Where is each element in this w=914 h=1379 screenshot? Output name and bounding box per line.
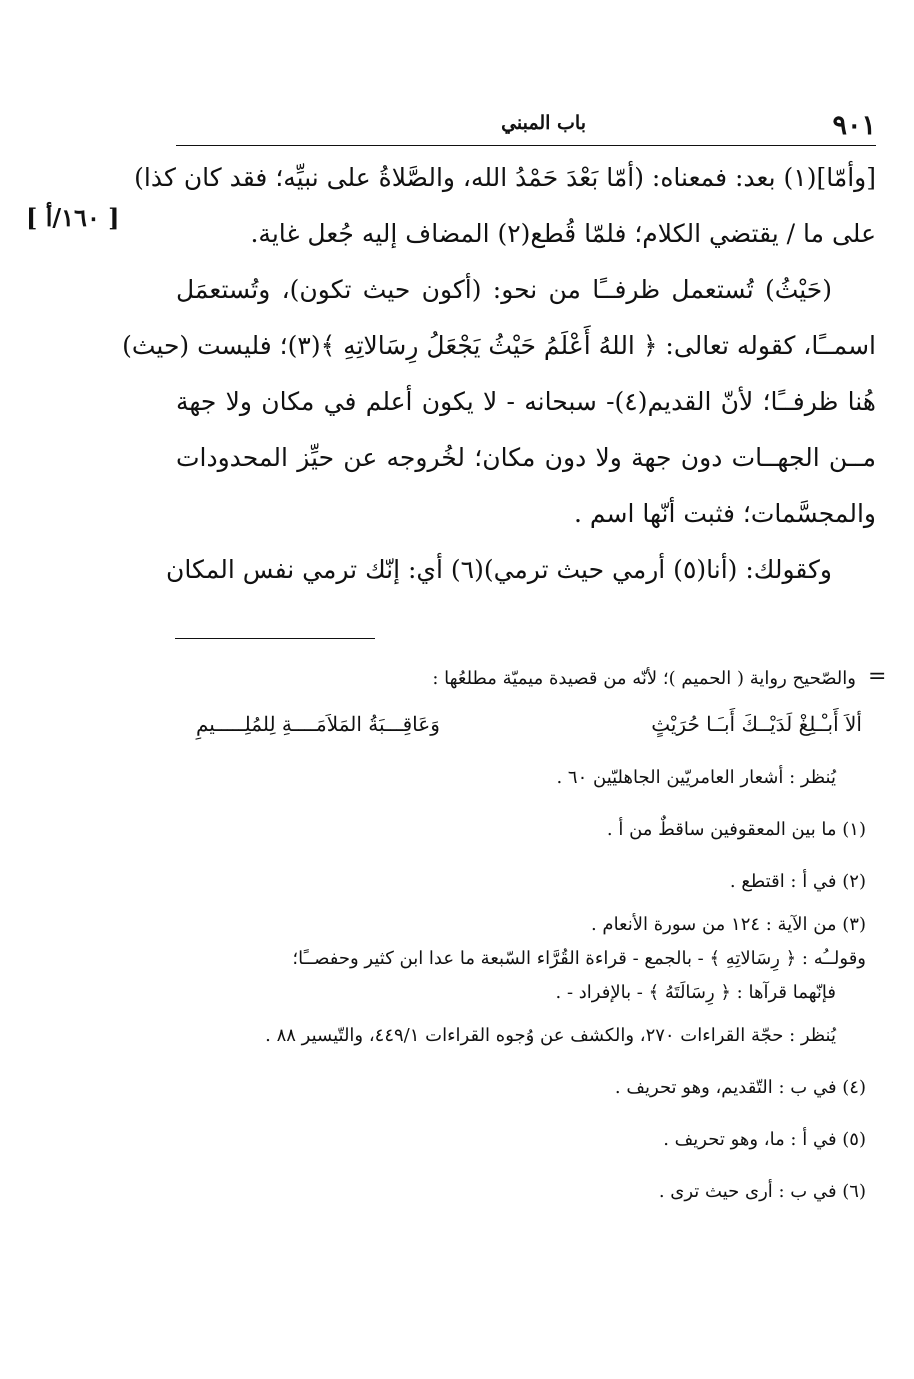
footnote-line: يُنظر : أشعار العامريّين الجاهليّين ٦٠ . (556, 767, 836, 788)
footnote-3-continuation: فإنّهما قرآها : ﴿ رِسَالَتَهُ ﴾ - بالإفراد - . (555, 982, 836, 1003)
manuscript-folio-reference: [ ١٦٠/أ ] (26, 203, 120, 232)
main-text-line: هُنا ظرفــًا؛ لأنّ القديم(٤)- سبحانه - لا يكون أعلم في مكان ولا جهة (176, 387, 876, 416)
footnote-6: (٦) في ب : أرى حيث ترى . (658, 1181, 866, 1202)
footnote-3-continuation: وقولــُه : ﴿ رِسَالاتِهِ ﴾ - بالجمع - قراءة القُرَّاء السّبعة ما عدا ابن كثير وحفصــًا؛ (292, 948, 866, 969)
poetry-verse (176, 696, 866, 752)
header-rule (176, 145, 876, 146)
footnote-2: (٢) في أ : اقتطع . (729, 871, 866, 892)
footnote-5: (٥) في أ : ما، وهو تحريف . (663, 1129, 866, 1150)
page-header (176, 108, 876, 144)
verse-second-hemistich: وَعَاقِـــبَةُ المَلاَمَــــةِ لِلمُلِـــــيمِ (196, 712, 440, 736)
footnotes (176, 662, 866, 1218)
page-number: ٩٠١ (832, 110, 876, 141)
main-text-line: اسمــًا، كقوله تعالى: ﴿ اللهُ أَعْلَمُ حَيْثُ يَجْعَلُ رِسَالاتِهِ ﴾(٣)؛ فليست (حيث) (122, 331, 876, 360)
main-text-line: مــن الجهــات دون جهة ولا دون مكان؛ لخُروجه عن حيِّز المحدودات (176, 443, 876, 472)
footnote-line: والصّحيح رواية ( الحميم )؛ لأنّه من قصيدة ميميّة مطلعُها : (432, 668, 856, 689)
footnote-3-continuation: يُنظر : حجّة القراءات ٢٧٠، والكشف عن وُجوه القراءات ٤٤٩/١، والتّيسير ٨٨ . (265, 1025, 836, 1046)
main-text (122, 150, 876, 598)
main-text-line: [وأمّا](١) بعد: فمعناه: (أمّا بَعْدَ حَمْدُ الله، والصَّلاةُ على نبيِّه؛ فقد كان كذا) (134, 163, 876, 192)
footnote-1: (١) ما بين المعقوفين ساقطٌ من أ . (606, 819, 866, 840)
running-title: باب المبني (501, 112, 586, 134)
main-text-line: وكقولك: (أنا(٥) أرمي حيث ترمي)(٦) أي: إنّك ترمي نفس المكان (165, 555, 832, 584)
footnote-separator (175, 638, 375, 639)
footnote-3: (٣) من الآية : ١٢٤ من سورة الأنعام . (590, 914, 866, 935)
footnote-4: (٤) في ب : التّقديم، وهو تحريف . (614, 1077, 866, 1098)
main-text-line: والمجسَّمات؛ فثبت أنّها اسم . (574, 499, 876, 528)
verse-first-hemistich: ألاَ أَبـْـلِغْ لَدَيْــكَ أَبـَـا حُرَيْثٍ (651, 712, 862, 736)
main-text-line: (حَيْثُ) تُستعمل ظرفــًا من نحو: (أكون حيث تكون)، وتُستعمَل (176, 275, 832, 304)
footnote-continuation-mark: = (868, 664, 887, 689)
main-text-line: على ما / يقتضي الكلام؛ فلمّا قُطع(٢) المضاف إليه جُعل غاية. (250, 219, 876, 248)
